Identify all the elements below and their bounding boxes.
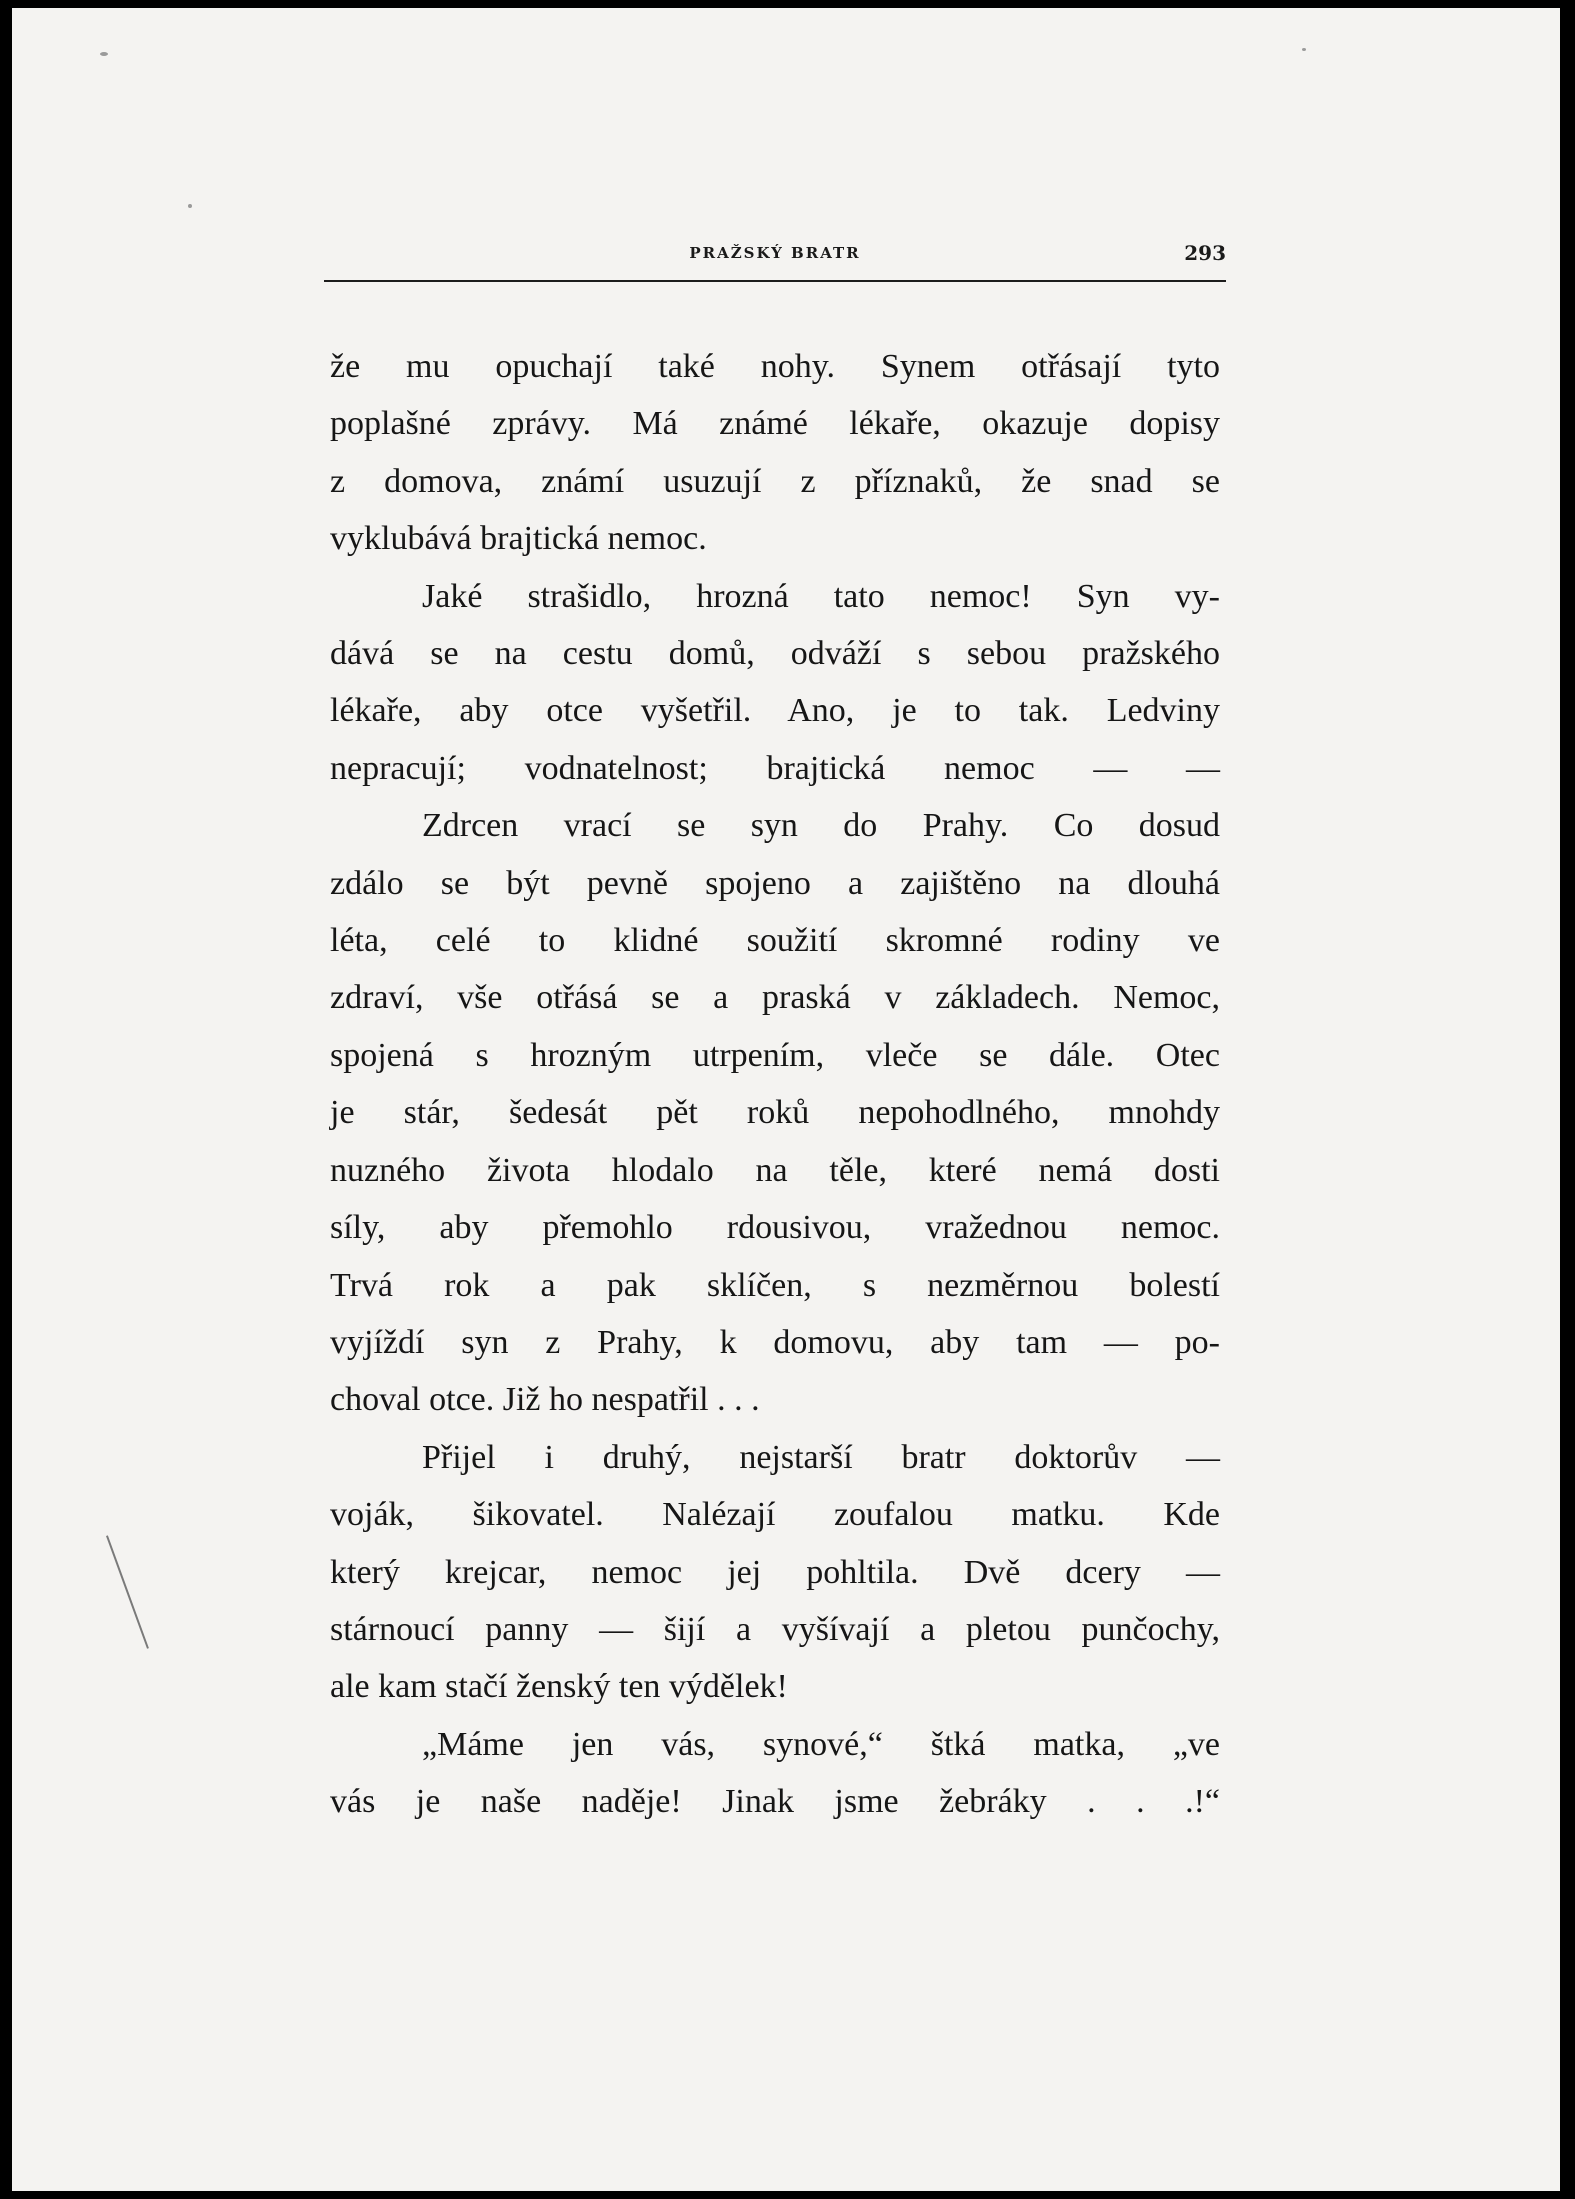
text-line: „Máme jen vás, synové,“ štká matka, „ve bbox=[422, 1725, 1220, 1763]
text-line: choval otce. Již ho nespatřil . . . bbox=[330, 1381, 760, 1419]
text-line: zdraví, vše otřásá se a praská v základech. Nemoc, bbox=[330, 979, 1220, 1017]
text-line: stárnoucí panny — šijí a vyšívají a pletou punčochy, bbox=[330, 1610, 1220, 1648]
text-line: vyjíždí syn z Prahy, k domovu, aby tam — po- bbox=[330, 1323, 1220, 1361]
page-number: 293 bbox=[1184, 241, 1226, 265]
text-line: lékaře, aby otce vyšetřil. Ano, je to tak. Ledviny bbox=[330, 692, 1220, 730]
text-line: z domova, známí usuzují z příznaků, že snad se bbox=[330, 462, 1220, 500]
text-line: nepracují; vodnatelnost; brajtická nemoc — — bbox=[330, 749, 1220, 787]
running-head-title: PRAŽSKÝ BRATR bbox=[689, 244, 861, 262]
text-line: nuzného života hlodalo na těle, které nemá dosti bbox=[330, 1151, 1220, 1189]
text-line: síly, aby přemohlo rdousivou, vražednou nemoc. bbox=[330, 1209, 1220, 1247]
text-line: dává se na cestu domů, odváží s sebou pražského bbox=[330, 635, 1220, 673]
text-line: že mu opuchají také nohy. Synem otřásají tyto bbox=[330, 348, 1220, 385]
text-line: který krejcar, nemoc jej pohltila. Dvě dcery — bbox=[330, 1553, 1220, 1591]
text-line: Jaké strašidlo, hrozná tato nemoc! Syn vy- bbox=[422, 577, 1220, 615]
scan-speck bbox=[188, 204, 192, 208]
scan-speck bbox=[100, 52, 108, 56]
text-line: spojená s hrozným utrpením, vleče se dále. Otec bbox=[330, 1036, 1220, 1074]
text-line: Přijel i druhý, nejstarší bratr doktorův — bbox=[422, 1438, 1220, 1476]
text-line: ale kam stačí ženský ten výdělek! bbox=[330, 1668, 788, 1706]
text-line: zdálo se být pevně spojeno a zajištěno na dlouhá bbox=[330, 864, 1220, 902]
text-line: Zdrcen vrací se syn do Prahy. Co dosud bbox=[422, 807, 1220, 845]
text-line: je stár, šedesát pět roků nepohodlného, mnohdy bbox=[330, 1094, 1220, 1132]
body-text bbox=[330, 338, 1220, 1831]
text-line: voják, šikovatel. Nalézají zoufalou matku. Kde bbox=[330, 1496, 1220, 1534]
text-line: léta, celé to klidné soužití skromné rodiny ve bbox=[330, 922, 1220, 960]
text-line: vás je naše naděje! Jinak jsme žebráky . . .!“ bbox=[330, 1783, 1220, 1821]
scan-speck bbox=[1302, 48, 1306, 51]
margin-pencil-mark bbox=[106, 1535, 149, 1648]
book-page bbox=[12, 8, 1560, 2191]
text-line: Trvá rok a pak sklíčen, s nezměrnou bolestí bbox=[330, 1266, 1220, 1304]
running-head bbox=[324, 232, 1226, 282]
text-line: poplašné zprávy. Má známé lékaře, okazuje dopisy bbox=[330, 405, 1220, 443]
text-line: vyklubává brajtická nemoc. bbox=[330, 520, 707, 558]
